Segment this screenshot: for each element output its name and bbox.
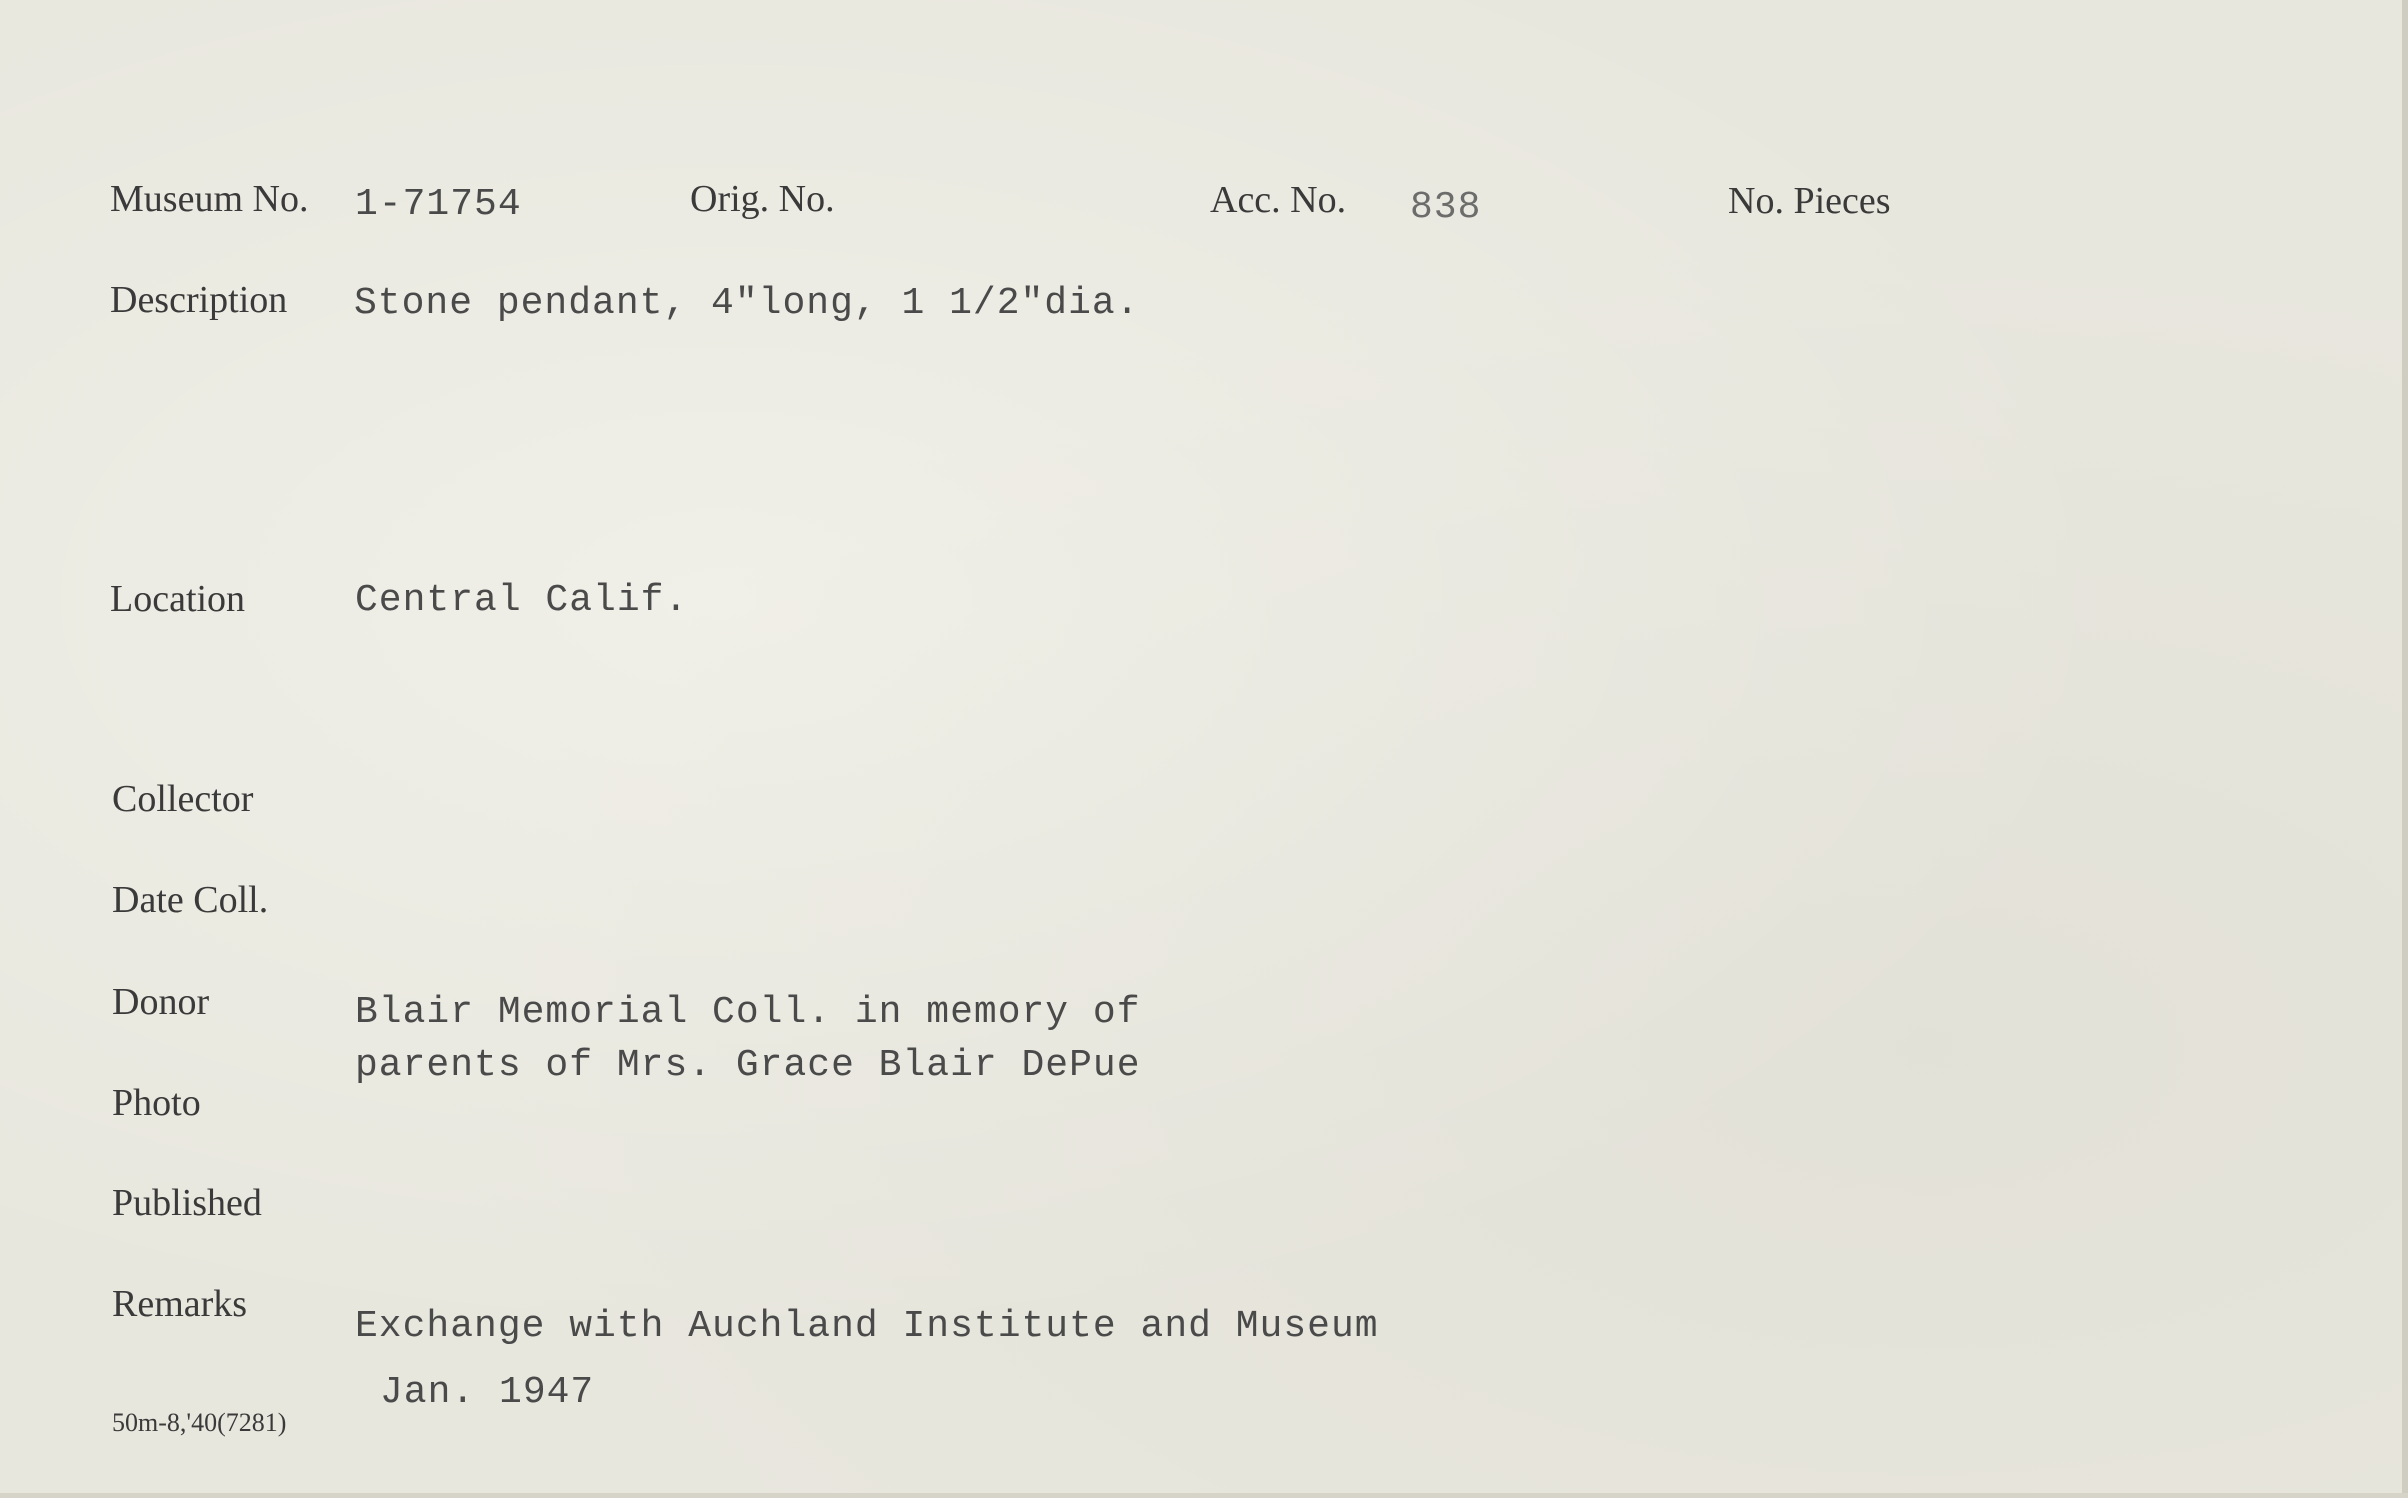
no-pieces-label: No. Pieces bbox=[1728, 180, 1891, 222]
donor-value-line1: Blair Memorial Coll. in memory of bbox=[355, 991, 1141, 1034]
acc-no-value: 838 bbox=[1410, 186, 1482, 229]
description-value: Stone pendant, 4"long, 1 1/2"dia. bbox=[354, 282, 1140, 325]
orig-no-label: Orig. No. bbox=[690, 178, 835, 220]
acc-no-label: Acc. No. bbox=[1210, 179, 1347, 221]
print-code: 50m-8,'40(7281) bbox=[112, 1408, 287, 1437]
collector-label: Collector bbox=[112, 778, 254, 820]
museum-no-label: Museum No. bbox=[110, 178, 309, 220]
remarks-value-line2: Jan. 1947 bbox=[380, 1371, 595, 1414]
card-right-edge bbox=[2402, 0, 2408, 1498]
location-label: Location bbox=[110, 578, 246, 620]
donor-value-line2: parents of Mrs. Grace Blair DePue bbox=[355, 1044, 1141, 1087]
description-label: Description bbox=[110, 279, 288, 321]
donor-label: Donor bbox=[112, 981, 210, 1023]
published-label: Published bbox=[112, 1182, 262, 1224]
location-value: Central Calif. bbox=[355, 579, 689, 622]
card-bottom-edge bbox=[0, 1493, 2408, 1498]
date-coll-label: Date Coll. bbox=[112, 879, 269, 921]
remarks-value-line1: Exchange with Auchland Institute and Museum bbox=[355, 1305, 1379, 1348]
remarks-label: Remarks bbox=[112, 1283, 248, 1325]
photo-label: Photo bbox=[112, 1082, 201, 1124]
museum-no-value: 1-71754 bbox=[355, 183, 522, 226]
